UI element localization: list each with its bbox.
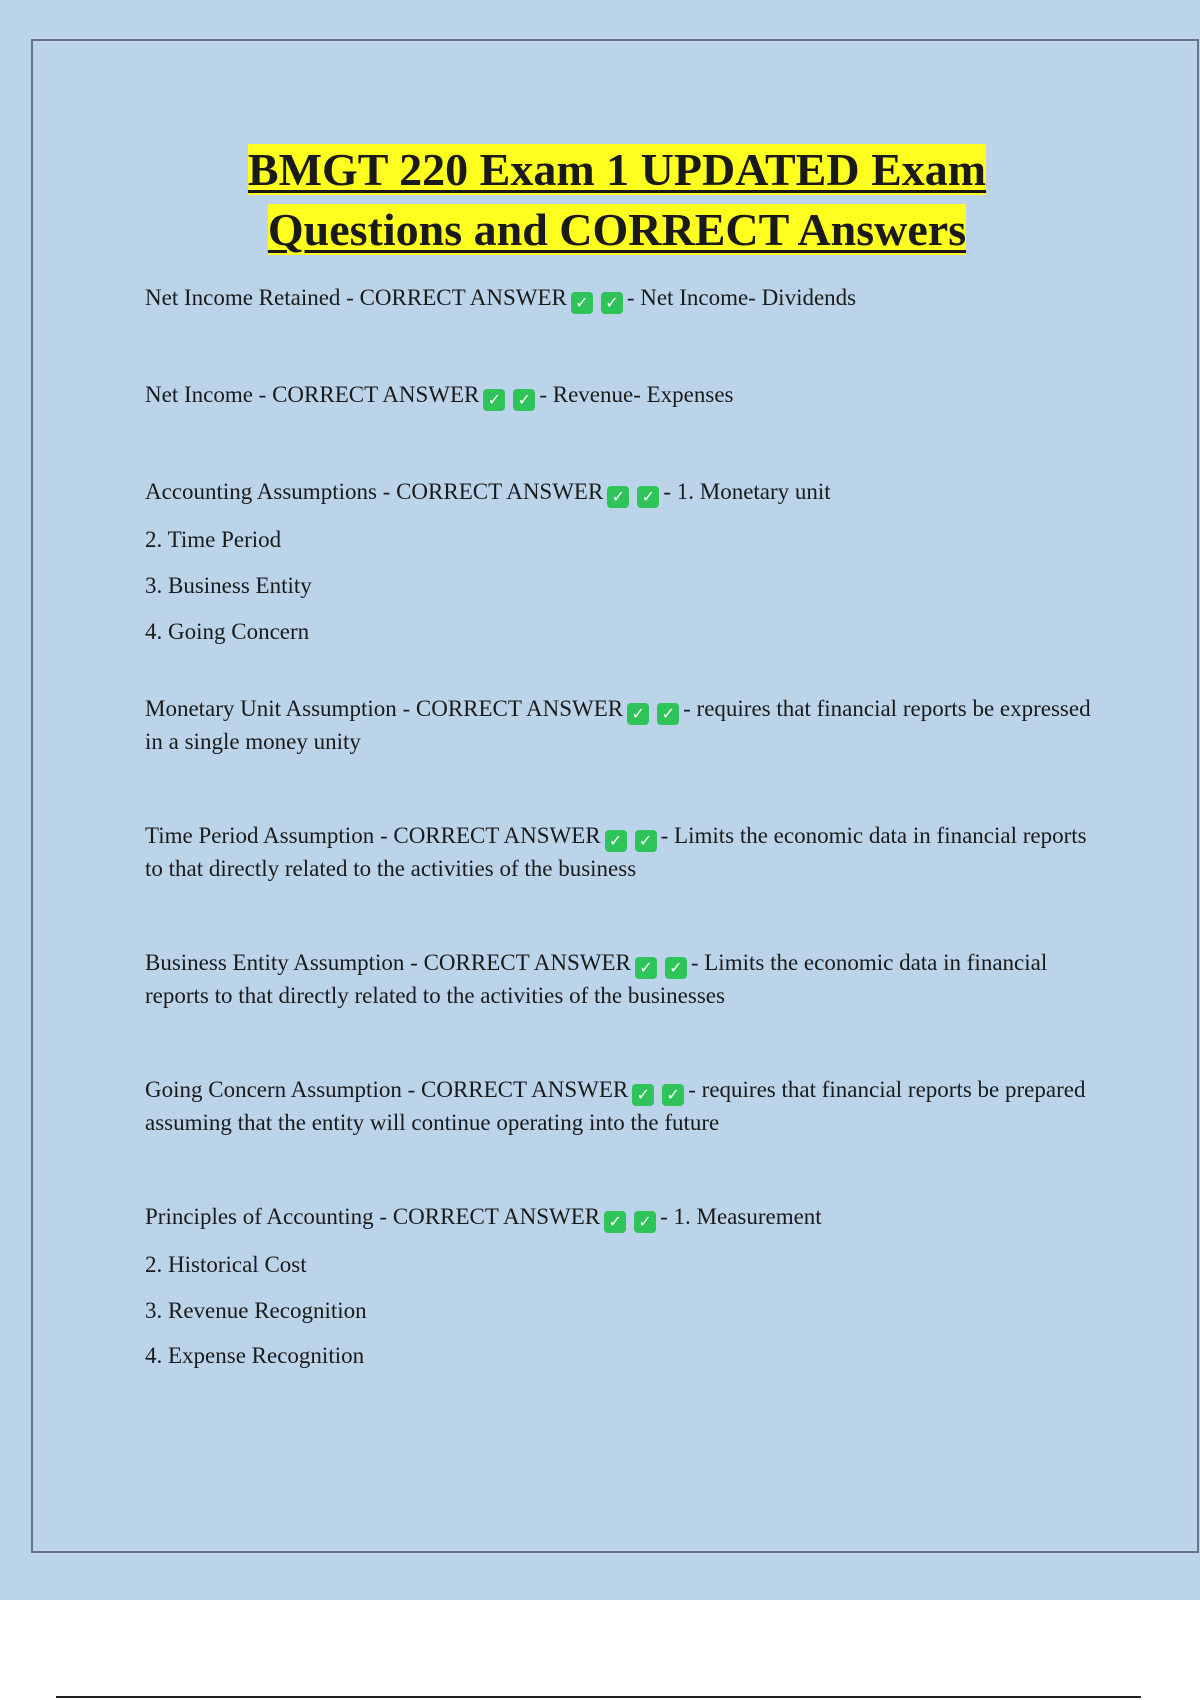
check-icon: ✓: [637, 486, 659, 508]
qa-item: [145, 819, 1095, 885]
qa-item: [145, 475, 1095, 648]
qa-item: [145, 281, 1095, 314]
check-icon: ✓: [632, 1084, 654, 1106]
check-icon: ✓: [601, 292, 623, 314]
footer-rule: [56, 1696, 1141, 1698]
title-line-2: Questions and CORRECT Answers: [267, 204, 967, 255]
qa-answer: - Net Income- Dividends: [626, 285, 857, 310]
qa-item: [145, 692, 1095, 758]
qa-term: Monetary Unit Assumption - CORRECT ANSWER: [145, 696, 624, 721]
check-icon: ✓: [513, 389, 535, 411]
qa-subitem: 3. Business Entity: [145, 573, 312, 598]
qa-term: Time Period Assumption - CORRECT ANSWER: [145, 823, 601, 848]
check-icon: ✓: [634, 1211, 656, 1233]
qa-term: Going Concern Assumption - CORRECT ANSWER: [145, 1077, 629, 1102]
check-icon: ✓: [635, 830, 657, 852]
qa-subitem: 2. Time Period: [145, 527, 282, 552]
title-line-1: BMGT 220 Exam 1 UPDATED Exam: [247, 144, 987, 195]
check-icon: ✓: [483, 389, 505, 411]
qa-answer: - 1. Monetary unit: [663, 479, 831, 504]
qa-answer: - Limits the economic data in financial reports to that directly related to the activities of the businesses: [145, 950, 1048, 1008]
qa-item: [145, 946, 1095, 1012]
document-title: [0, 140, 1200, 260]
qa-term: Net Income Retained - CORRECT ANSWER: [145, 285, 567, 310]
qa-item: [145, 1073, 1095, 1139]
check-icon: ✓: [607, 486, 629, 508]
qa-answer: - Limits the economic data in financial reports to that directly related to the activities of the business: [145, 823, 1087, 881]
check-icon: ✓: [657, 703, 679, 725]
qa-item: [145, 1200, 1095, 1372]
qa-term: Accounting Assumptions - CORRECT ANSWER: [145, 479, 604, 504]
check-icon: ✓: [627, 703, 649, 725]
qa-item: [145, 378, 1095, 411]
check-icon: ✓: [665, 957, 687, 979]
check-icon: ✓: [571, 292, 593, 314]
qa-subitem: 4. Expense Recognition: [145, 1343, 365, 1368]
qa-answer: - requires that financial reports be prepared assuming that the entity will continue operating into the future: [145, 1077, 1086, 1135]
qa-subitem: 4. Going Concern: [145, 619, 310, 644]
qa-subitem: 3. Revenue Recognition: [145, 1298, 367, 1323]
check-icon: ✓: [662, 1084, 684, 1106]
qa-term: Business Entity Assumption - CORRECT ANSWER: [145, 950, 631, 975]
check-icon: ✓: [604, 1211, 626, 1233]
qa-answer: - requires that financial reports be expressed in a single money unity: [145, 696, 1091, 754]
check-icon: ✓: [605, 830, 627, 852]
check-icon: ✓: [635, 957, 657, 979]
qa-term: Principles of Accounting - CORRECT ANSWER: [145, 1204, 601, 1229]
qa-subitem: 2. Historical Cost: [145, 1252, 307, 1277]
qa-answer: - Revenue- Expenses: [539, 382, 734, 407]
qa-answer: - 1. Measurement: [660, 1204, 822, 1229]
qa-term: Net Income - CORRECT ANSWER: [145, 382, 480, 407]
